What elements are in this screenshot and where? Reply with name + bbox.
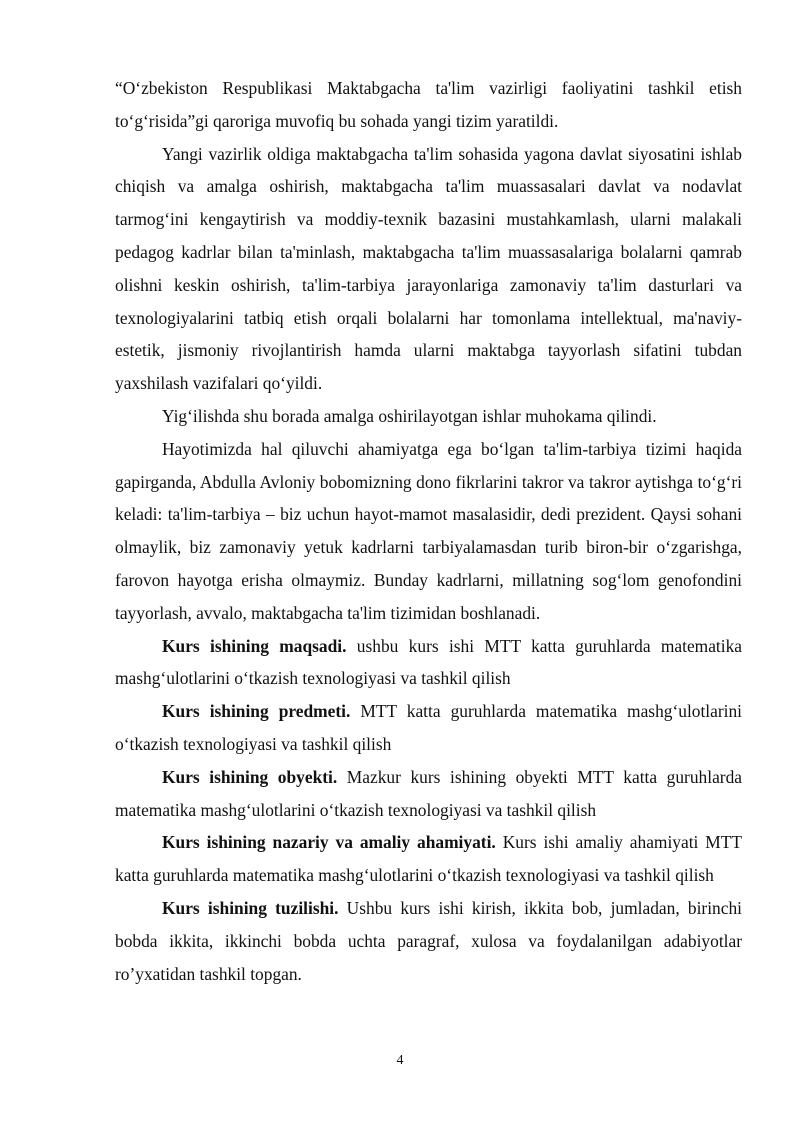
paragraph-lead: Kurs ishining nazariy va amaliy ahamiyati. <box>162 832 496 853</box>
paragraph-text: Kurs ishi amaliy ahamiyati MTT katta guruhlarda matematika mashg‘ulotlarini o‘tkazish texnologiyasi va tashkil qilish <box>115 832 743 886</box>
paragraph-president-quote <box>115 433 742 630</box>
paragraph-text: MTT katta guruhlarda matematika mashg‘ulotlarini o‘tkazish texnologiyasi va tashkil qilish <box>115 701 743 754</box>
paragraph-significance <box>115 826 742 892</box>
paragraph-text: ushbu kurs ishi MTT katta guruhlarda matematika mashg‘ulotlarini o‘tkazish texnologiyasi va tashkil qilish <box>115 635 742 689</box>
paragraph-ministry-tasks <box>115 138 742 400</box>
paragraph-lead: Kurs ishining tuzilishi. <box>162 897 339 918</box>
paragraph-lead: Kurs ishining predmeti. <box>162 701 351 722</box>
paragraph-text: “O‘zbekiston Respublikasi Maktabgacha ta'lim vazirligi faoliyatini tashkil etish to‘g‘risida”gi qaroriga muvofiq bu sohada yangi tizim yaratildi. <box>115 78 742 131</box>
paragraph-subject <box>115 695 742 761</box>
paragraph-decree-intro <box>115 72 742 138</box>
paragraph-text: Yig‘ilishda shu borada amalga oshirilayotgan ishlar muhokama qilindi. <box>162 405 657 426</box>
paragraph-purpose <box>115 630 742 696</box>
paragraph-lead: Kurs ishining obyekti. <box>162 766 338 787</box>
paragraph-lead: Kurs ishining maqsadi. <box>162 635 347 656</box>
paragraph-object <box>115 761 742 827</box>
paragraph-meeting <box>115 400 742 433</box>
paragraph-text: Ushbu kurs ishi kirish, ikkita bob, jumladan, birinchi bobda ikkita, ikkinchi bobda uchta paragraf, xulosa va foydalanilgan adabiyotlar ro’yxatidan tashkil topgan. <box>115 897 742 984</box>
body-text <box>115 72 742 990</box>
paragraph-text: Hayotimizda hal qiluvchi ahamiyatga ega bo‘lgan ta'lim-tarbiya tizimi haqida gapirganda, Abdulla Avloniy bobomizning dono fikrlarini takror va takror aytishga to‘g‘ri keladi: ta'lim-tarbiya – biz uchun hayot-mamot masalasidir, dedi prezident. Qaysi sohani olmaylik, biz zamonaviy yetuk kadrlarni tarbiyalamasdan turib biron-bir o‘zgarishga, farovon hayotga erisha olmaymiz. Bunday kadrlarni, millatning sog‘lom genofondini tayyorlash, avvalo, maktabgacha ta'lim tizimidan boshlanadi. <box>115 438 742 623</box>
page-number: 4 <box>396 1053 404 1068</box>
paragraph-text: Yangi vazirlik oldiga maktabgacha ta'lim sohasida yagona davlat siyosatini ishlab chiqish va amalga oshirish, maktabgacha ta'lim muassasalari davlat va nodavlat tarmog‘ini kengaytirish va moddiy-texnik bazasini mustahkamlash, ularni malakali pedagog kadrlar bilan ta'minlash, maktabgacha ta'lim muassasalariga bolalarni qamrab olishni keskin oshirish, ta'lim-tarbiya jarayonlariga zamonaviy ta'lim dasturlari va texnologiyalarini tatbiq etish orqali bolalarni har tomonlama intellektual, ma'naviy-estetik, jismoniy rivojlantirish hamda ularni maktabga tayyorlash sifatini tubdan yaxshilash vazifalari qo‘yildi. <box>115 143 742 394</box>
paragraph-text: Mazkur kurs ishining obyekti MTT katta guruhlarda matematika mashg‘ulotlarini o‘tkazish texnologiyasi va tashkil qilish <box>115 766 742 820</box>
paragraph-structure <box>115 892 742 990</box>
